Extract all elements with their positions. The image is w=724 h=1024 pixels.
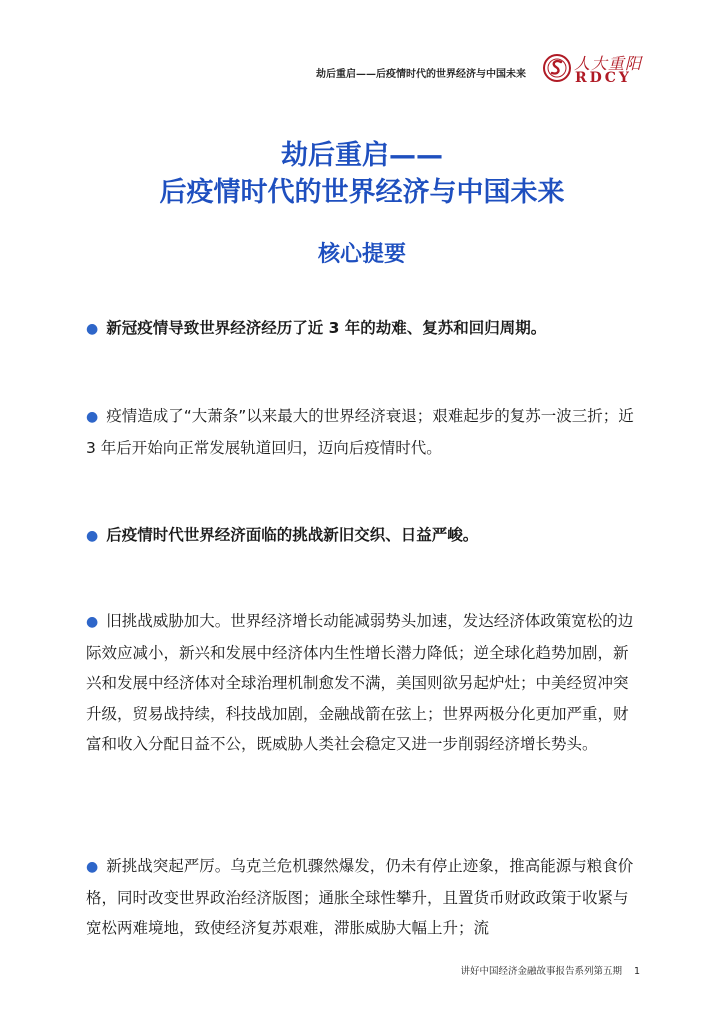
bullet-paragraph-1	[86, 313, 638, 345]
page-number: 1	[633, 966, 640, 977]
paragraph-text: 疫情造成了“大萧条”以来最大的世界经济衰退；艰难起步的复苏一波三折；近 3 年后开始向正常发展轨道回归，迈向后疫情时代。	[86, 407, 634, 457]
bullet-dot-icon: ●	[86, 859, 99, 875]
paragraph-text: 新挑战突起严厉。乌克兰危机骤然爆发，仍未有停止迹象，推高能源与粮食价格，同时改变世界政治经济版图；通胀全球性攀升，且置货币财政政策于收紧与宽松两难境地，致使经济复苏艰难，滞胀威胁大幅上升；流	[86, 857, 634, 937]
bullet-paragraph-5	[86, 851, 638, 944]
bullet-paragraph-2	[86, 401, 638, 463]
paragraph-text: 新冠疫情导致世界经济经历了近 3 年的劫难、复苏和回归周期。	[106, 319, 547, 337]
document-title-line-1: 劫后重启——	[281, 140, 443, 171]
document-title-line-2: 后疫情时代的世界经济与中国未来	[159, 177, 565, 208]
rdcy-logo	[542, 50, 642, 90]
running-header: 劫后重启——后疫情时代的世界经济与中国未来	[316, 69, 526, 80]
paragraph-text: 旧挑战威胁加大。世界经济增长动能减弱势头加速，发达经济体政策宽松的边际效应减小，新兴和发展中经济体内生性增长潜力降低；逆全球化趋势加剧，新兴和发展中经济体对全球治理机制愈发不满，美国则欲另起炉灶；中美经贸冲突升级，贸易战持续，科技战加剧，金融战箭在弦上；世界两极分化更加严重，财富和收入分配日益不公，既威胁人类社会稳定又进一步削弱经济增长势头。	[86, 612, 634, 753]
section-heading: 核心提要	[317, 242, 406, 267]
logo-chinese-text: 人大重阳	[574, 54, 643, 73]
bullet-paragraph-3	[86, 520, 638, 552]
bullet-dot-icon: ●	[86, 528, 99, 544]
page-footer	[0, 963, 640, 977]
logo-mark-icon	[542, 53, 572, 83]
bullet-dot-icon: ●	[86, 409, 99, 425]
bullet-dot-icon: ●	[86, 321, 99, 337]
bullet-paragraph-4	[86, 606, 638, 760]
paragraph-text: 后疫情时代世界经济面临的挑战新旧交织、日益严峻。	[106, 526, 479, 544]
footer-series-label: 讲好中国经济金融故事报告系列第五期	[460, 966, 622, 977]
logo-english-text: RDCY	[575, 70, 632, 86]
bullet-dot-icon: ●	[86, 614, 99, 630]
